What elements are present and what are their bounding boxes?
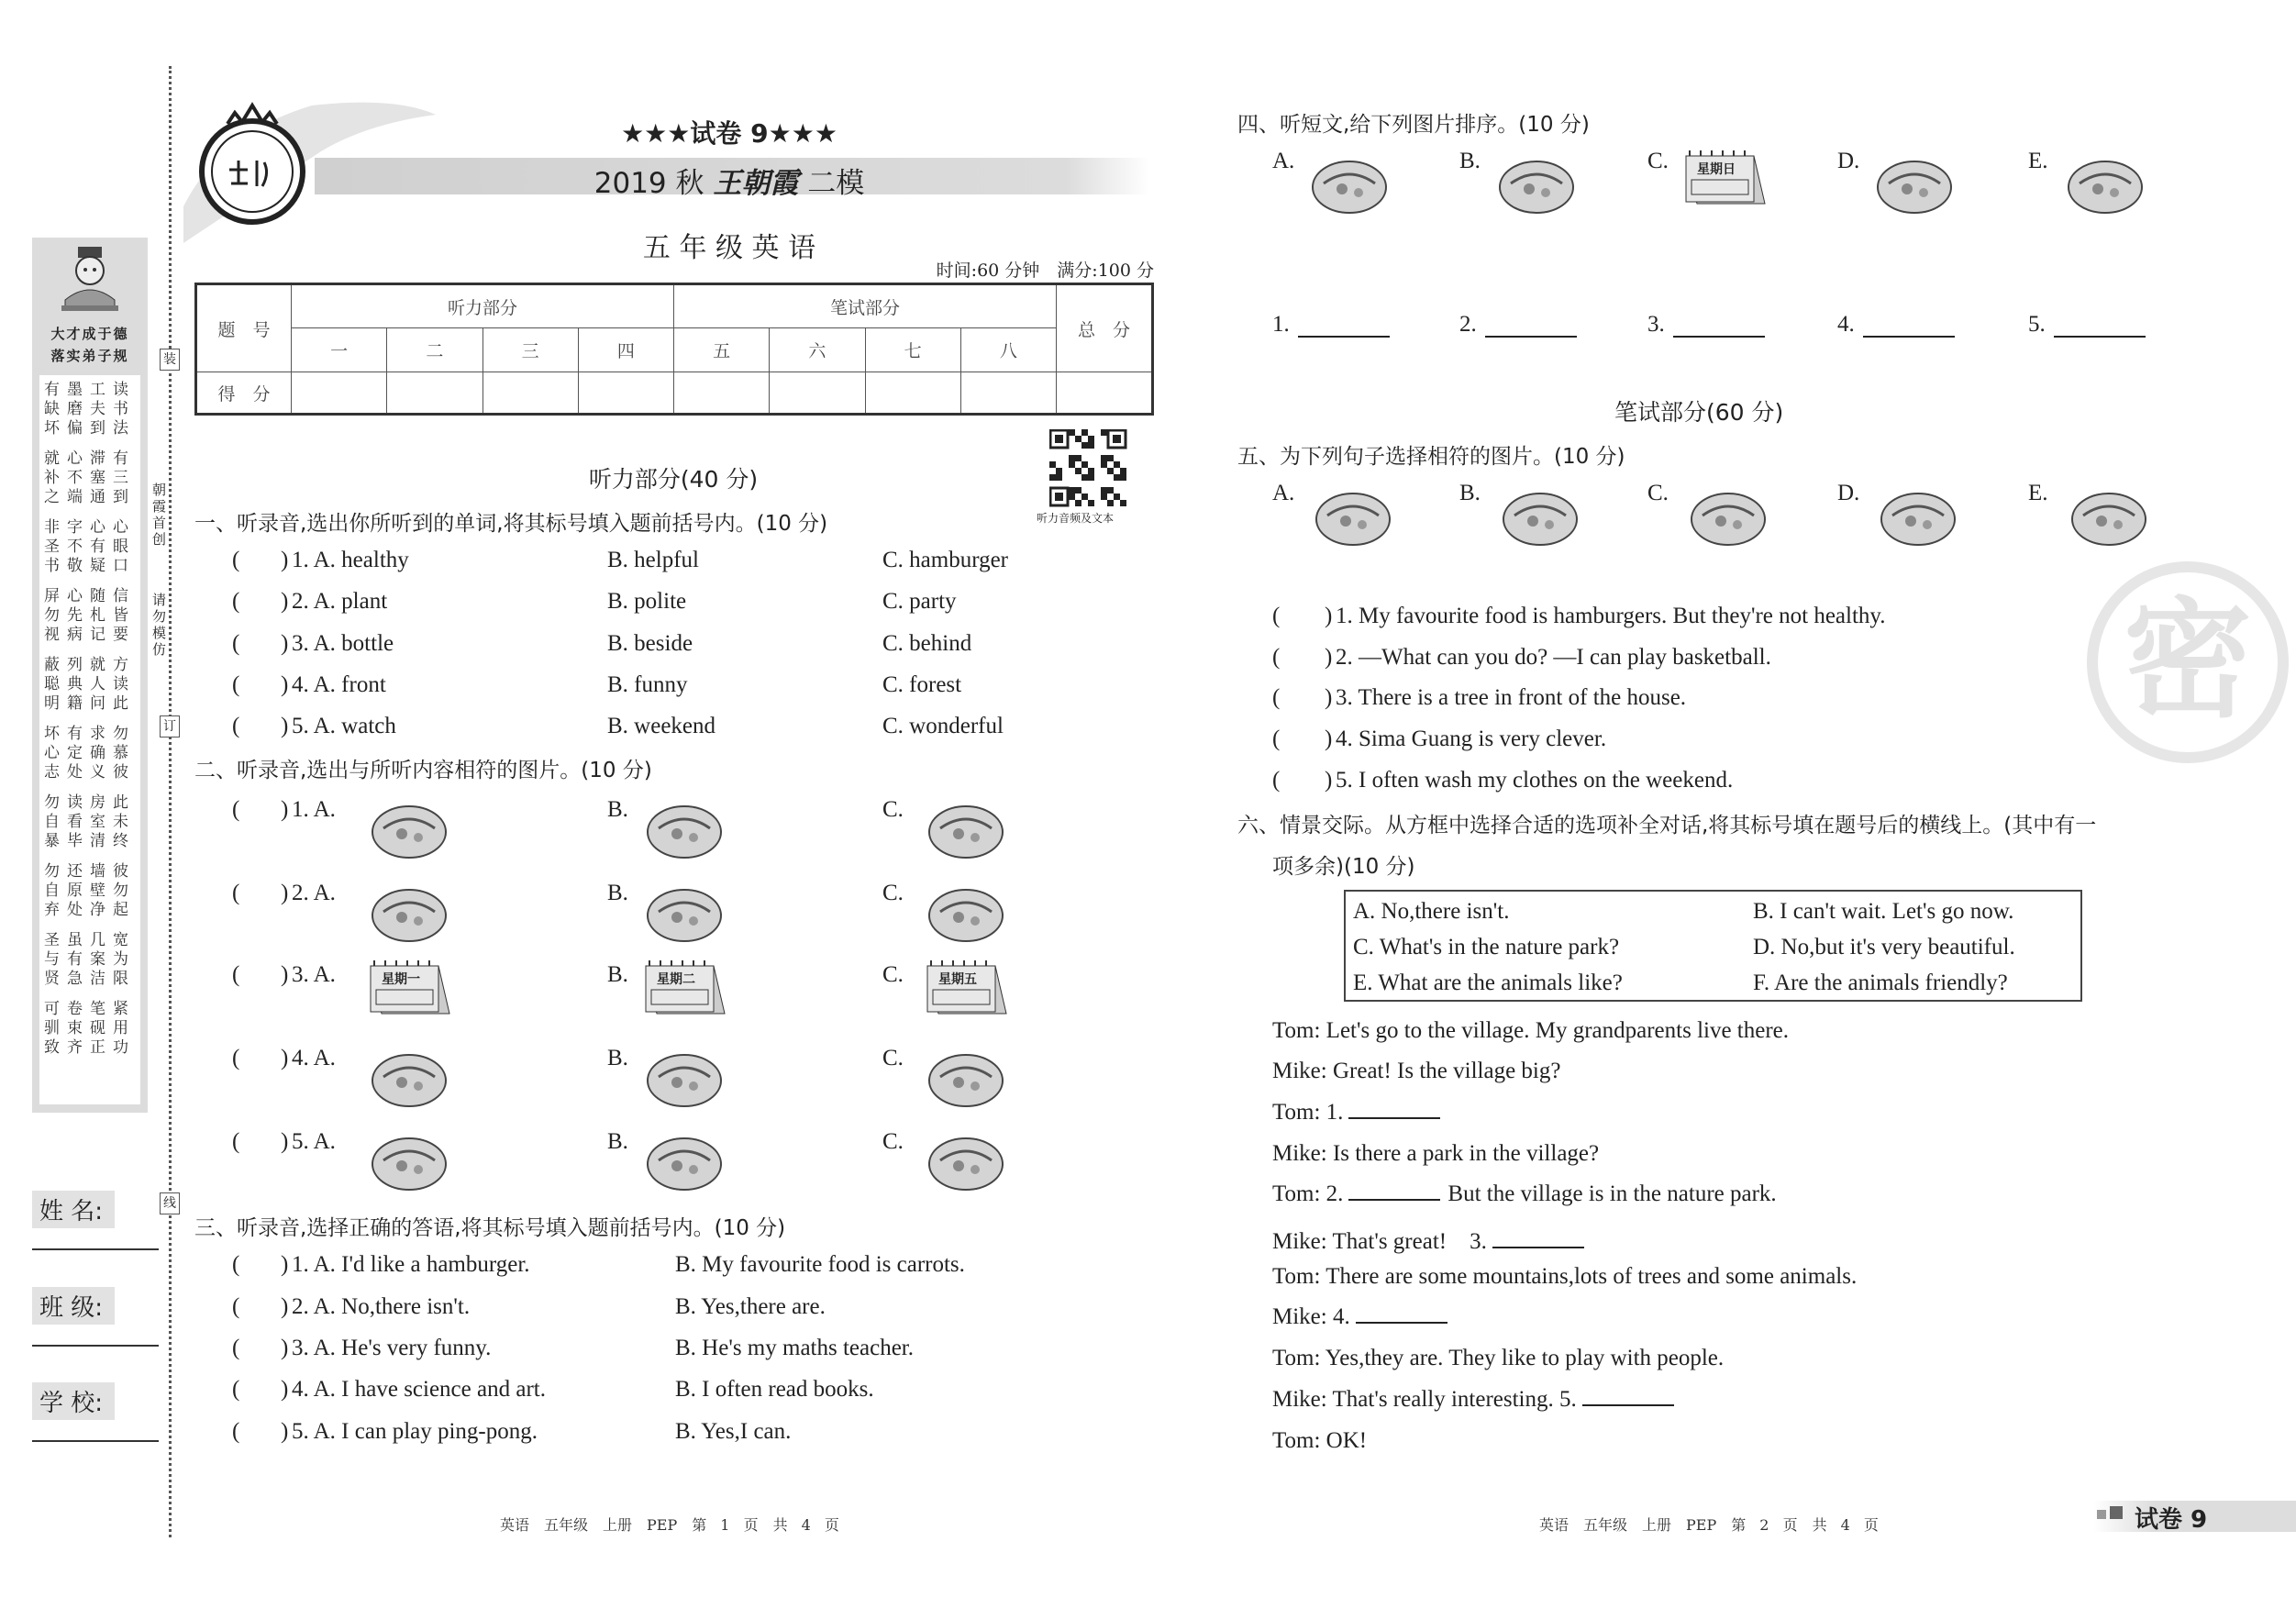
item-option-c: C. party: [882, 589, 957, 614]
answer-blank[interactable]: [1863, 317, 1955, 338]
item-option-a: 2. A. plant: [292, 589, 388, 614]
item-option-a: 3. A. bottle: [292, 631, 394, 656]
dialogue-line: [1272, 1059, 1560, 1084]
page-footer-2: 英语 五年级 上册 PEP 第 2 页 共 4 页: [1539, 1516, 1879, 1534]
student-field-input[interactable]: [32, 1440, 159, 1442]
answer-bracket[interactable]: (: [1272, 768, 1281, 793]
title-brand: 王朝霞: [713, 167, 799, 200]
bracket-close: ): [281, 1336, 289, 1360]
option-c-label: C.: [882, 1129, 904, 1154]
sentence: 5. I often wash my clothes on the weekend.: [1336, 768, 1734, 793]
section-6-title-cont: 项多余)(10 分): [1272, 855, 1415, 879]
dialogue-text: Mike: That's really interesting. 5.: [1272, 1387, 1577, 1412]
qr-caption: 听力音频及文本: [1037, 512, 1115, 525]
bracket-close: ): [281, 589, 289, 614]
section-4-title: 四、听短文,给下列图片排序。(10 分): [1237, 113, 1590, 137]
hamburger-picture: [640, 792, 728, 863]
lake-picture: [365, 1124, 453, 1195]
section-number-cell: 七: [865, 328, 960, 372]
answer-blank[interactable]: [1348, 1182, 1440, 1201]
verse-line: 勿还墙彼: [44, 862, 136, 881]
picture-letter: E.: [2028, 481, 2048, 505]
score-cell[interactable]: [770, 372, 865, 415]
option-c-label: C.: [882, 962, 904, 987]
binding-slogan-1: 朝霞首创: [152, 482, 167, 548]
scholar-illustration-icon: [58, 245, 122, 318]
written-header: 笔试部分: [674, 284, 1057, 328]
row-label-score: 得 分: [196, 372, 292, 415]
item-number: 4. A.: [292, 1046, 336, 1070]
girl-dancing-picture: [365, 875, 453, 947]
confidential-watermark: 密: [2087, 561, 2289, 763]
calendar-day-label: 星期五: [938, 972, 977, 987]
verse-line: 屏心随信: [44, 587, 136, 605]
section-6-title: 六、情景交际。从方框中选择合适的选项补全对话,将其标号填在题号后的横线上。(其中有一: [1237, 814, 2097, 837]
answer-blank[interactable]: [1492, 1230, 1584, 1248]
option-b-label: B.: [607, 881, 628, 905]
verse-line: 蔽列就方: [44, 656, 136, 674]
verse-line: 缺磨夫书: [44, 400, 136, 418]
section-number-cell: 五: [674, 328, 770, 372]
dialogue-text: Tom: Let's go to the village. My grandparents live there.: [1272, 1018, 1790, 1043]
written-part-title: 笔试部分(60 分): [1614, 399, 1784, 426]
reply-option-a: 2. A. No,there isn't.: [292, 1294, 471, 1319]
verse-line: 暴毕清终: [44, 832, 136, 850]
dialogue-text: Tom: Yes,they are. They like to play with people.: [1272, 1346, 1725, 1370]
reply-option-a: 3. A. He's very funny.: [292, 1336, 492, 1360]
exam-tag-label: 试卷 9: [2135, 1506, 2208, 1534]
student-field-label: 姓 名:: [32, 1191, 115, 1228]
score-cell[interactable]: [292, 372, 387, 415]
answer-blank[interactable]: [1348, 1101, 1440, 1119]
picture-letter: D.: [1837, 481, 1860, 505]
answer-blank[interactable]: [1298, 317, 1390, 338]
man-reading-sofa-picture: [1305, 147, 1393, 218]
noodles-bowl-picture: [365, 792, 453, 863]
answer-blank[interactable]: [1356, 1305, 1447, 1324]
blank-number: 2.: [1459, 312, 1477, 337]
bracket-close: ): [281, 1252, 289, 1277]
verse-group: [43, 381, 137, 438]
reply-option-b: B. Yes,I can.: [675, 1419, 792, 1444]
item-option-b: B. polite: [607, 589, 687, 614]
bracket-close: ): [281, 881, 289, 905]
exam-series-label: ★★★试卷 9★★★: [621, 118, 837, 149]
answer-blank[interactable]: [1485, 317, 1577, 338]
item-option-a: 5. A. watch: [292, 714, 396, 738]
sentence: 2. —What can you do? —I can play basketball.: [1336, 645, 1771, 670]
binding-dotted-line: [169, 66, 172, 1537]
section-number-cell: 三: [482, 328, 578, 372]
binding-mark: 线: [160, 1192, 180, 1214]
verse-line: 与有案为: [44, 950, 136, 969]
bracket-close: ): [281, 714, 289, 738]
item-option-c: C. behind: [882, 631, 972, 656]
picture-letter: A.: [1272, 149, 1295, 173]
answer-bracket[interactable]: (: [232, 1129, 240, 1154]
bracket-close: ): [281, 1419, 289, 1444]
verse-line: 圣不有眼: [44, 538, 136, 556]
bracket-close: ): [1325, 685, 1333, 710]
exam-tag: [2093, 1501, 2296, 1532]
item-number: 5. A.: [292, 1129, 336, 1154]
hedgehog-picture: [2065, 479, 2153, 550]
verse-line: 明籍问此: [44, 694, 136, 713]
calendar-picture: [1680, 147, 1769, 218]
hamburgers-picture: [1874, 479, 1962, 550]
verse-line: 自原壁勿: [44, 882, 136, 900]
dialogue-text: Mike: That's great! 3.: [1272, 1229, 1487, 1254]
option-b-label: B.: [607, 1129, 628, 1154]
motto-line-1: 大才成于德: [50, 326, 129, 342]
verse-line: 视病记要: [44, 626, 136, 644]
sentence: 1. My favourite food is hamburgers. But they're not healthy.: [1336, 604, 1886, 628]
answer-bracket[interactable]: (: [232, 589, 240, 614]
verse-group: [43, 518, 137, 576]
motto-line-2: 落实弟子规: [50, 348, 129, 364]
bracket-close: ): [1325, 768, 1333, 793]
girl-washing-picture: [1496, 479, 1584, 550]
dialogue-text: Mike: Great! Is the village big?: [1272, 1059, 1561, 1083]
item-option-b: B. beside: [607, 631, 693, 656]
verse-line: 之端通到: [44, 488, 136, 506]
dialogue-option: A. No,there isn't.: [1353, 899, 1510, 924]
title-suffix: 二模: [807, 167, 865, 200]
subject-title: 五 年 级 英 语: [642, 232, 816, 264]
baby-crawling-picture: [640, 1040, 728, 1112]
picture-letter: D.: [1837, 149, 1860, 173]
dialogue-text: Tom: 1.: [1272, 1100, 1344, 1125]
option-b-label: B.: [607, 797, 628, 822]
option-c-label: C.: [882, 797, 904, 822]
dialogue-option: F. Are the animals friendly?: [1753, 970, 2008, 995]
reply-option-b: B. He's my maths teacher.: [675, 1336, 914, 1360]
dialogue-line: [1272, 1223, 1584, 1256]
item-number: 2. A.: [292, 881, 336, 905]
score-cell[interactable]: [578, 372, 673, 415]
bracket-close: ): [1325, 604, 1333, 628]
student-field-label: 学 校:: [32, 1382, 115, 1420]
option-c-label: C.: [882, 1046, 904, 1070]
score-cell[interactable]: [482, 372, 578, 415]
verse-group: [43, 931, 137, 989]
item-option-b: B. helpful: [607, 548, 699, 572]
calendar-day-label: 星期二: [657, 972, 695, 987]
sentence: 4. Sima Guang is very clever.: [1336, 726, 1607, 751]
item-option-a: 4. A. front: [292, 672, 386, 697]
calendar-picture: [640, 957, 728, 1028]
verse-line: 坏有求勿: [44, 725, 136, 743]
item-number: 1. A.: [292, 797, 336, 822]
verse-line: 驯束砚用: [44, 1019, 136, 1037]
sentence: 3. There is a tree in front of the house.: [1336, 685, 1687, 710]
answer-bracket[interactable]: (: [232, 962, 240, 987]
dialogue-option: E. What are the animals like?: [1353, 970, 1623, 995]
verse-line: 志处义彼: [44, 763, 136, 782]
answer-bracket[interactable]: (: [232, 714, 240, 738]
reply-option-b: B. I often read books.: [675, 1377, 874, 1402]
boy-football-picture: [2061, 147, 2149, 218]
answer-bracket[interactable]: (: [1272, 726, 1281, 751]
dialogue-text: Tom: 2.: [1272, 1181, 1344, 1206]
calendar-day-label: 星期日: [1697, 162, 1736, 177]
section-number-cell: 八: [960, 328, 1056, 372]
basketball-boy-picture: [1309, 479, 1397, 550]
title-year: 2019 秋: [593, 167, 704, 200]
row-label-question-no: 题 号: [196, 284, 292, 372]
listening-header: 听力部分: [292, 284, 674, 328]
section-1-title: 一、听录音,选出你所听到的单词,将其标号填入题前括号内。(10 分): [194, 512, 828, 536]
old-man-picture: [365, 1040, 453, 1112]
house-trees-picture: [640, 1124, 728, 1195]
student-field-input[interactable]: [32, 1248, 159, 1250]
binding-mark: 装: [160, 349, 180, 371]
bracket-close: ): [281, 672, 289, 697]
dialogue-line: [1272, 1018, 1789, 1044]
girl-kungfu-picture: [640, 875, 728, 947]
item-option-c: C. hamburger: [882, 548, 1009, 572]
reply-option-a: 5. A. I can play ping-pong.: [292, 1419, 538, 1444]
picture-letter: B.: [1459, 149, 1481, 173]
answer-bracket[interactable]: (: [1272, 685, 1281, 710]
item-option-c: C. wonderful: [882, 714, 1004, 738]
binding-mark: 订: [160, 715, 180, 738]
dialogue-text: Mike: 4.: [1272, 1304, 1350, 1329]
item-option-a: 1. A. healthy: [292, 548, 409, 572]
verse-group: [43, 449, 137, 507]
score-cell[interactable]: [865, 372, 960, 415]
answer-bracket[interactable]: (: [232, 881, 240, 905]
bracket-close: ): [281, 1129, 289, 1154]
answer-bracket[interactable]: (: [232, 1336, 240, 1360]
blank-number: 4.: [1837, 312, 1855, 337]
verse-group: [43, 793, 137, 851]
answer-bracket[interactable]: (: [232, 631, 240, 656]
verse-line: 非字心心: [44, 518, 136, 537]
answer-blank[interactable]: [1582, 1388, 1674, 1406]
item-option-b: B. funny: [607, 672, 688, 697]
dialogue-option: B. I can't wait. Let's go now.: [1753, 899, 2014, 924]
table-clock-picture: [922, 1124, 1010, 1195]
blank-number: 5.: [2028, 312, 2046, 337]
student-field-label: 班 级:: [32, 1287, 115, 1325]
answer-blank[interactable]: [2054, 317, 2146, 338]
verse-group: [43, 725, 137, 782]
student-field-input[interactable]: [32, 1345, 159, 1347]
house-tree-picture: [1684, 479, 1772, 550]
bracket-close: ): [1325, 726, 1333, 751]
sandwich-picture: [922, 792, 1010, 863]
section-number-cell: 四: [578, 328, 673, 372]
bracket-close: ): [281, 797, 289, 822]
bracket-close: ): [281, 1377, 289, 1402]
verse-line: 可卷笔紧: [44, 1000, 136, 1018]
blank-number: 1.: [1272, 312, 1290, 337]
dialogue-option: D. No,but it's very beautiful.: [1753, 935, 2015, 959]
answer-bracket[interactable]: (: [232, 672, 240, 697]
total-header: 总 分: [1057, 284, 1153, 372]
verse-line: 勿先札皆: [44, 606, 136, 625]
option-c-label: C.: [882, 881, 904, 905]
item-option-b: B. weekend: [607, 714, 716, 738]
verse-group: [43, 1000, 137, 1058]
section-number-cell: 二: [387, 328, 482, 372]
section-number-cell: 六: [770, 328, 865, 372]
dialogue-line: [1272, 1304, 1447, 1330]
reply-option-b: B. My favourite food is carrots.: [675, 1252, 965, 1277]
dialogue-text: Tom: OK!: [1272, 1428, 1368, 1453]
answer-bracket[interactable]: (: [232, 1419, 240, 1444]
picture-letter: A.: [1272, 481, 1295, 505]
exam-time-score: 时间:60 分钟 满分:100 分: [936, 261, 1154, 281]
verse-line: 弃处净起: [44, 901, 136, 919]
section-3-title: 三、听录音,选择正确的答语,将其标号填入题前括号内。(10 分): [194, 1216, 786, 1240]
dizigui-verses: [39, 375, 140, 1104]
listening-part-title: 听力部分(40 分): [588, 466, 759, 493]
sidebar-motto-panel: [32, 238, 148, 1113]
bracket-close: ): [1325, 645, 1333, 670]
section-5-title: 五、为下列句子选择相符的图片。(10 分): [1237, 445, 1625, 469]
dialogue-line: [1272, 1181, 1777, 1207]
answer-bracket[interactable]: (: [232, 1377, 240, 1402]
answer-bracket[interactable]: (: [232, 797, 240, 822]
picture-letter: B.: [1459, 481, 1481, 505]
item-option-c: C. forest: [882, 672, 962, 697]
options-box: [1344, 890, 2082, 1002]
verse-line: 自看室未: [44, 813, 136, 831]
option-b-label: B.: [607, 962, 628, 987]
calendar-picture: [922, 957, 1010, 1028]
verse-line: 补不塞三: [44, 469, 136, 487]
blank-number: 3.: [1647, 312, 1665, 337]
score-cell[interactable]: [960, 372, 1056, 415]
clown-boy-picture: [922, 1040, 1010, 1112]
dialogue-text: Mike: Is there a park in the village?: [1272, 1141, 1600, 1166]
score-cell[interactable]: [387, 372, 482, 415]
answer-bracket[interactable]: (: [232, 1046, 240, 1070]
dialogue-line: [1272, 1346, 1724, 1371]
verse-line: 聪典人读: [44, 675, 136, 693]
picture-letter: C.: [1647, 481, 1669, 505]
score-cell[interactable]: [674, 372, 770, 415]
verse-line: 贤急洁限: [44, 970, 136, 988]
dialogue-line: [1272, 1428, 1367, 1454]
verse-line: 就心滞有: [44, 449, 136, 468]
reply-option-a: 1. A. I'd like a hamburger.: [292, 1252, 530, 1277]
page-footer-1: 英语 五年级 上册 PEP 第 1 页 共 4 页: [500, 1516, 839, 1534]
clown-picture: [922, 875, 1010, 947]
verse-line: 坏偏到法: [44, 419, 136, 438]
qr-code-icon[interactable]: [1049, 429, 1127, 507]
bracket-close: ): [281, 1294, 289, 1319]
verse-line: 致齐正功: [44, 1038, 136, 1057]
reply-option-b: B. Yes,there are.: [675, 1294, 826, 1319]
item-number: 3. A.: [292, 962, 336, 987]
answer-bracket[interactable]: (: [232, 1252, 240, 1277]
verse-line: 书敬疑口: [44, 557, 136, 575]
dialogue-line: [1272, 1141, 1599, 1167]
section-2-title: 二、听录音,选出与所听内容相符的图片。(10 分): [194, 759, 652, 782]
answer-bracket[interactable]: (: [1272, 604, 1281, 628]
calendar-day-label: 星期一: [382, 972, 420, 987]
woman-cooking-picture: [1492, 147, 1581, 218]
dialogue-line: [1272, 1100, 1440, 1126]
verse-group: [43, 656, 137, 714]
verse-group: [43, 862, 137, 920]
score-table: [194, 283, 1154, 416]
verse-group: [43, 587, 137, 645]
dialogue-text: Tom: There are some mountains,lots of trees and some animals.: [1272, 1264, 1858, 1289]
dialogue-text-after: But the village is in the nature park.: [1447, 1181, 1777, 1206]
answer-blank[interactable]: [1673, 317, 1765, 338]
option-b-label: B.: [607, 1046, 628, 1070]
dialogue-line: [1272, 1387, 1674, 1413]
answer-bracket[interactable]: (: [232, 548, 240, 572]
answer-bracket[interactable]: (: [1272, 645, 1281, 670]
bracket-close: ): [281, 962, 289, 987]
bracket-close: ): [281, 631, 289, 656]
verse-line: 心定确慕: [44, 744, 136, 762]
picture-letter: E.: [2028, 149, 2048, 173]
dialogue-option: C. What's in the nature park?: [1353, 935, 1620, 959]
verse-line: 圣虽几宽: [44, 931, 136, 949]
bracket-close: ): [281, 1046, 289, 1070]
answer-bracket[interactable]: (: [232, 1294, 240, 1319]
total-score-cell[interactable]: [1057, 372, 1153, 415]
reply-option-a: 4. A. I have science and art.: [292, 1377, 546, 1402]
dialogue-line: [1272, 1264, 1857, 1290]
binding-slogan-2: 请勿模仿: [152, 592, 167, 658]
section-number-cell: 一: [292, 328, 387, 372]
bracket-close: ): [281, 548, 289, 572]
family-dinner-picture: [1870, 147, 1958, 218]
picture-letter: C.: [1647, 149, 1669, 173]
verse-line: 勿读房此: [44, 793, 136, 812]
verse-line: 有墨工读: [44, 381, 136, 399]
calendar-picture: [365, 957, 453, 1028]
